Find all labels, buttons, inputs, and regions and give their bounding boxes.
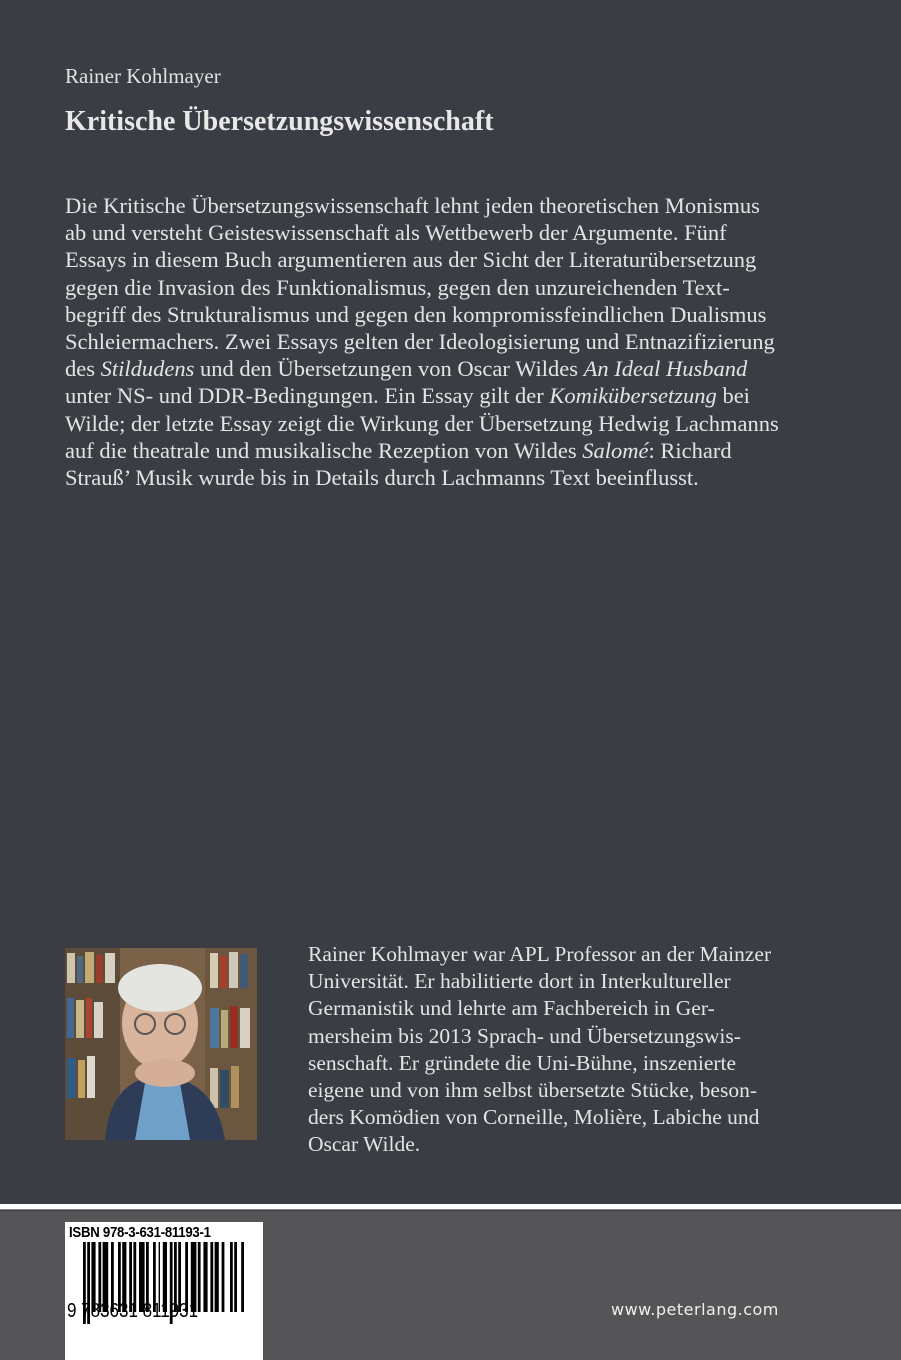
- text-line: [308, 1023, 771, 1050]
- barcode-bar: [241, 1242, 244, 1312]
- text-segment: Essays in diesem Buch argumentieren aus der Sicht der Literaturübersetzung: [65, 247, 757, 273]
- barcode-bar: [203, 1242, 207, 1312]
- ean-number: 9 783631 811931: [67, 1300, 199, 1322]
- text-line: [308, 1104, 771, 1131]
- publisher-website[interactable]: www.peterlang.com: [611, 1300, 779, 1319]
- text-segment: Die Kritische Übersetzungswissenschaft lehnt jeden theoretischen Monismus: [65, 193, 760, 218]
- italic-text: An Ideal Husband: [583, 356, 748, 382]
- text-line: [308, 1050, 771, 1077]
- text-line: [65, 274, 779, 301]
- text-segment: Wilde; der letzte Essay zeigt die Wirkung der Übersetzung Hedwig Lachmanns: [65, 410, 779, 436]
- text-segment: Schleiermachers. Zwei Essays gelten der Ideologisierung und Entnazifizierung: [65, 329, 775, 355]
- blurb-text: [65, 192, 779, 491]
- barcode-bar: [234, 1242, 237, 1312]
- divider-line: [0, 1204, 901, 1210]
- text-line: [65, 437, 779, 464]
- author-photo: [65, 948, 257, 1140]
- text-line: [308, 1077, 771, 1104]
- italic-text: Komikübersetzung: [549, 383, 717, 409]
- text-segment: und den Übersetzungen von Oscar Wildes: [194, 356, 584, 382]
- barcode: [65, 1222, 263, 1360]
- text-segment: Germanistik und lehrte am Fachbereich in Ger-: [308, 996, 715, 1021]
- text-line: [65, 301, 779, 328]
- text-segment: bei: [716, 383, 750, 409]
- italic-text: Stildudens: [100, 356, 195, 382]
- text-line: [65, 355, 779, 382]
- text-segment: ders Komödien von Corneille, Molière, Labiche und: [308, 1105, 760, 1130]
- text-segment: senschaft. Er gründete die Uni-Bühne, inszenierte: [308, 1050, 737, 1075]
- italic-text: Salomé: [582, 437, 649, 463]
- text-line: [308, 968, 771, 995]
- barcode-bar: [222, 1242, 225, 1312]
- barcode-bar: [215, 1242, 219, 1312]
- text-line: [308, 941, 771, 968]
- text-line: [65, 219, 779, 246]
- text-line: [308, 1131, 771, 1158]
- text-segment: auf die theatrale und musikalische Rezeption von Wildes: [65, 437, 583, 463]
- isbn-label: ISBN 978-3-631-81193-1: [69, 1224, 211, 1241]
- text-segment: eigene und von ihm selbst übersetzte Stücke, beson-: [308, 1078, 758, 1103]
- text-segment: ab und versteht Geisteswissenschaft als Wettbewerb der Argumente. Fünf: [65, 220, 727, 246]
- text-line: [65, 464, 779, 491]
- text-line: [65, 246, 779, 273]
- author-bio: [308, 941, 771, 1159]
- text-segment: mersheim bis 2013 Sprach- und Übersetzungswis-: [308, 1023, 741, 1048]
- text-line: [65, 192, 779, 219]
- text-segment: Universität. Er habilitierte dort in Interkultureller: [308, 969, 731, 994]
- book-title: Kritische Übersetzungswissenschaft: [65, 106, 494, 137]
- barcode-bar: [230, 1242, 233, 1312]
- text-segment: : Richard: [648, 437, 732, 463]
- text-line: [65, 382, 779, 409]
- text-line: [65, 410, 779, 437]
- text-segment: Oscar Wilde.: [308, 1132, 421, 1157]
- text-segment: begriff des Strukturalismus und gegen den kompromissfeindlichen Dualismus: [65, 301, 767, 327]
- author-name: Rainer Kohlmayer: [65, 64, 221, 88]
- barcode-bar: [198, 1242, 201, 1312]
- text-segment: gegen die Invasion des Funktionalismus, gegen den unzureichenden Text-: [65, 274, 730, 300]
- text-segment: unter NS- und DDR-Bedingungen. Ein Essay gilt der: [65, 383, 550, 409]
- text-segment: des: [65, 356, 101, 382]
- text-line: [308, 995, 771, 1022]
- text-segment: Rainer Kohlmayer war APL Professor an der Mainzer: [308, 942, 772, 966]
- text-line: [65, 328, 779, 355]
- barcode-bar: [210, 1242, 213, 1312]
- text-segment: Strauß’ Musik wurde bis in Details durch Lachmanns Text beeinflusst.: [65, 465, 699, 491]
